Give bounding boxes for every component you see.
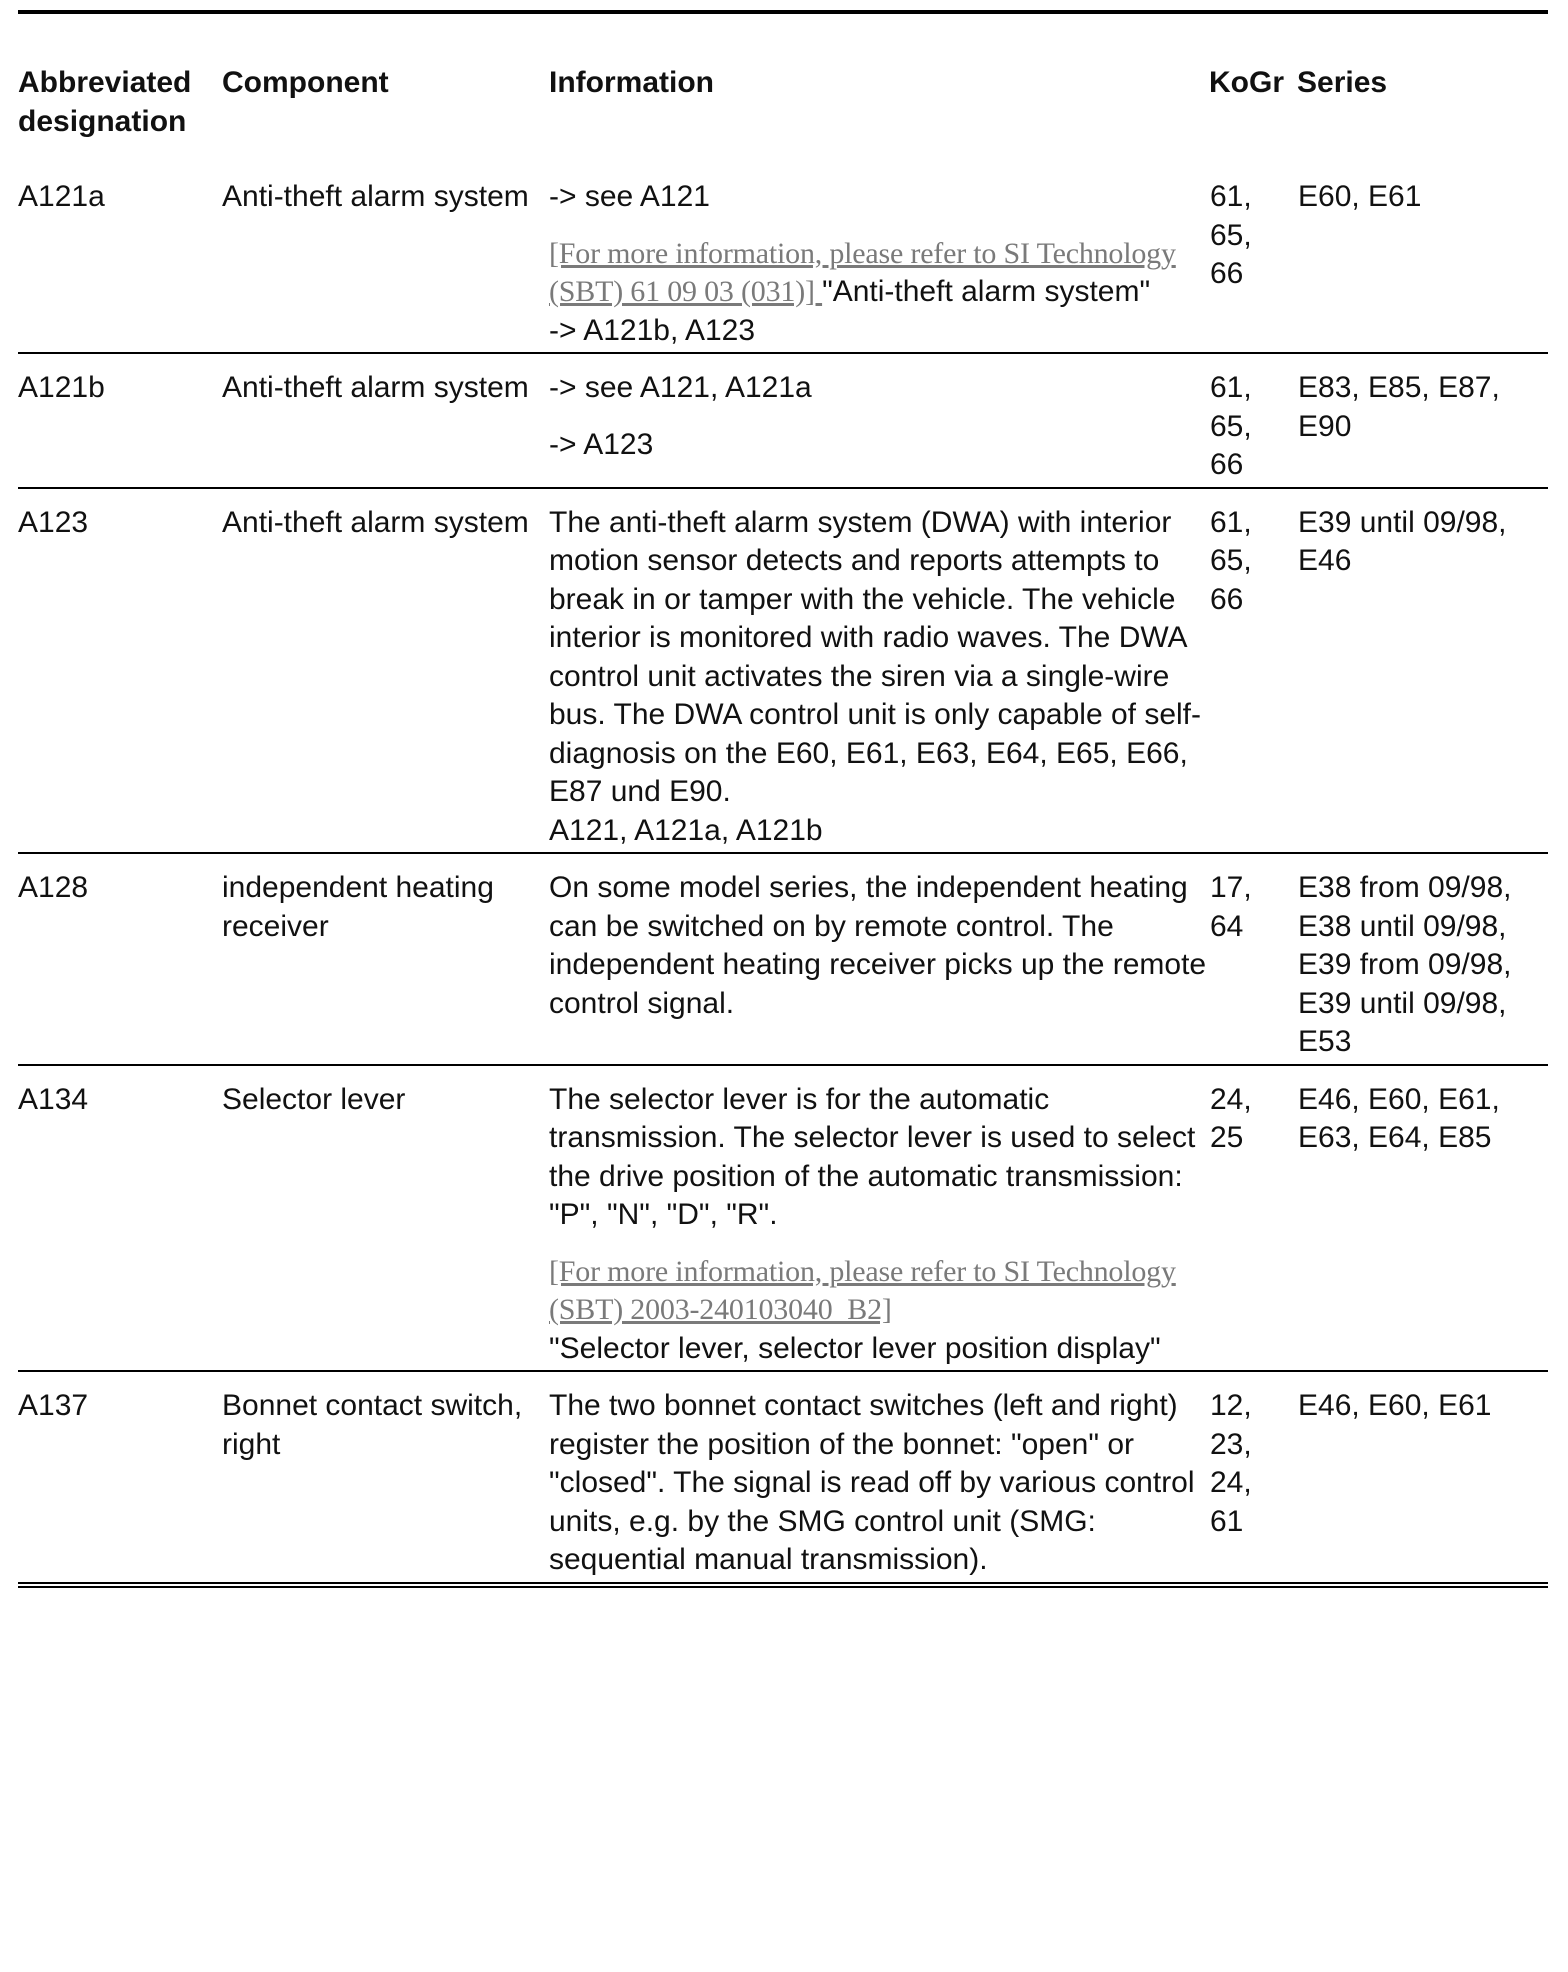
series-value: E53 [1298, 1025, 1352, 1058]
kogr-value: 64 [1210, 909, 1244, 943]
document-page [18, 10, 1548, 1588]
kogr-value: 65, [1210, 218, 1252, 252]
table-row [18, 488, 1548, 854]
series-value: E46 [1298, 544, 1352, 577]
cell-abbr: A123 [18, 488, 222, 854]
series-value: E39 until 09/98, [1298, 505, 1507, 539]
cell-abbr: A134 [18, 1065, 222, 1372]
header-row [18, 63, 1548, 163]
kogr-value: 65, [1210, 544, 1252, 577]
cell-series [1297, 853, 1548, 1065]
info-crossref: -> A123 [549, 427, 654, 461]
cell-information [549, 353, 1209, 488]
series-value: E83, E85, E87, [1298, 371, 1500, 404]
header-series: Series [1297, 66, 1388, 99]
cell-component: Anti-theft alarm system [222, 488, 549, 854]
kogr-value: 61 [1210, 1504, 1244, 1538]
info-text: The two bonnet contact switches (left and right) register the position of the bonnet: "open" or "closed". The signal is read off by various control units, e.g. by the SMG control unit (SMG: sequential manual transmission). [549, 1389, 1195, 1576]
kogr-value: 17, [1210, 871, 1252, 904]
cell-kogr [1209, 353, 1297, 488]
series-value: E60, E61 [1298, 180, 1422, 213]
kogr-value: 66 [1210, 582, 1244, 616]
table-row [18, 163, 1548, 353]
kogr-value: 12, [1210, 1389, 1252, 1422]
cell-series [1297, 1371, 1548, 1585]
top-rule [18, 10, 1548, 14]
cell-component: independent heating receiver [222, 853, 549, 1065]
kogr-value: 23, [1210, 1427, 1252, 1461]
cell-component: Bonnet contact switch, right [222, 1371, 549, 1585]
kogr-value: 66 [1210, 448, 1244, 481]
series-value: E63, E64, E85 [1298, 1121, 1492, 1154]
cell-information [549, 853, 1209, 1065]
cell-component: Selector lever [222, 1065, 549, 1372]
si-technology-link[interactable]: [For more information, please refer to SI Technology (SBT) 61 09 03 (031)] [549, 236, 1176, 308]
kogr-value: 61, [1210, 180, 1252, 213]
header-kogr: KoGr [1209, 66, 1284, 99]
component-table [18, 63, 1548, 1588]
cell-series [1297, 163, 1548, 353]
series-value: E38 until 09/98, [1298, 909, 1507, 943]
cell-abbr: A121b [18, 353, 222, 488]
info-text: -> see A121 [549, 180, 710, 213]
cell-component: Anti-theft alarm system [222, 353, 549, 488]
cell-abbr: A121a [18, 163, 222, 353]
cell-information [549, 488, 1209, 854]
table-row [18, 353, 1548, 488]
header-information: Information [549, 66, 714, 99]
cell-abbr: A137 [18, 1371, 222, 1585]
cell-kogr [1209, 488, 1297, 854]
series-value: E38 from 09/98, [1298, 871, 1512, 904]
kogr-value: 25 [1210, 1121, 1244, 1154]
table-row [18, 1065, 1548, 1372]
kogr-value: 24, [1210, 1082, 1252, 1116]
info-link-title: "Anti-theft alarm system" [822, 275, 1151, 308]
table-row [18, 1371, 1548, 1585]
info-text: The selector lever is for the automatic transmission. The selector lever is used to select the drive position of the automatic transmission: "P", "N", "D", "R". [549, 1082, 1196, 1231]
cell-series [1297, 1065, 1548, 1372]
cell-information [549, 163, 1209, 353]
kogr-value: 66 [1210, 257, 1244, 290]
series-value: E46, E60, E61, [1298, 1082, 1500, 1116]
cell-information [549, 1065, 1209, 1372]
header-abbreviated-designation: Abbreviated designation [18, 66, 192, 138]
cell-kogr [1209, 1065, 1297, 1372]
cell-series [1297, 353, 1548, 488]
kogr-value: 65, [1210, 409, 1252, 443]
cell-abbr: A128 [18, 853, 222, 1065]
kogr-value: 61, [1210, 371, 1252, 404]
header-component: Component [222, 66, 389, 99]
series-value: E90 [1298, 409, 1352, 443]
series-value: E39 from 09/98, [1298, 948, 1512, 981]
cell-information [549, 1371, 1209, 1585]
kogr-value: 24, [1210, 1466, 1252, 1499]
cell-series [1297, 488, 1548, 854]
info-crossref: -> A121b, A123 [549, 313, 756, 347]
series-value: E39 until 09/98, [1298, 986, 1507, 1020]
cell-kogr [1209, 1371, 1297, 1585]
si-technology-link[interactable]: [For more information, please refer to SI Technology (SBT) 2003-240103040_B2] [549, 1254, 1176, 1326]
info-link-title: "Selector lever, selector lever position display" [549, 1331, 1161, 1365]
cell-component: Anti-theft alarm system [222, 163, 549, 353]
cell-kogr [1209, 853, 1297, 1065]
kogr-value: 61, [1210, 505, 1252, 539]
info-text: -> see A121, A121a [549, 371, 812, 404]
series-value: E46, E60, E61 [1298, 1389, 1492, 1422]
table-row [18, 853, 1548, 1065]
cell-kogr [1209, 163, 1297, 353]
info-crossref: A121, A121a, A121b [549, 813, 823, 847]
info-text: The anti-theft alarm system (DWA) with interior motion sensor detects and reports attempts to break in or tamper with the vehicle. The vehicle interior is monitored with radio waves. The DWA control unit activates the siren via a single-wire bus. The DWA control unit is only capable of self-diagnosis on the E60, E61, E63, E64, E65, E66, E87 und E90. [549, 505, 1201, 808]
info-text: On some model series, the independent heating can be switched on by remote control. The independent heating receiver picks up the remote control signal. [549, 871, 1207, 1020]
